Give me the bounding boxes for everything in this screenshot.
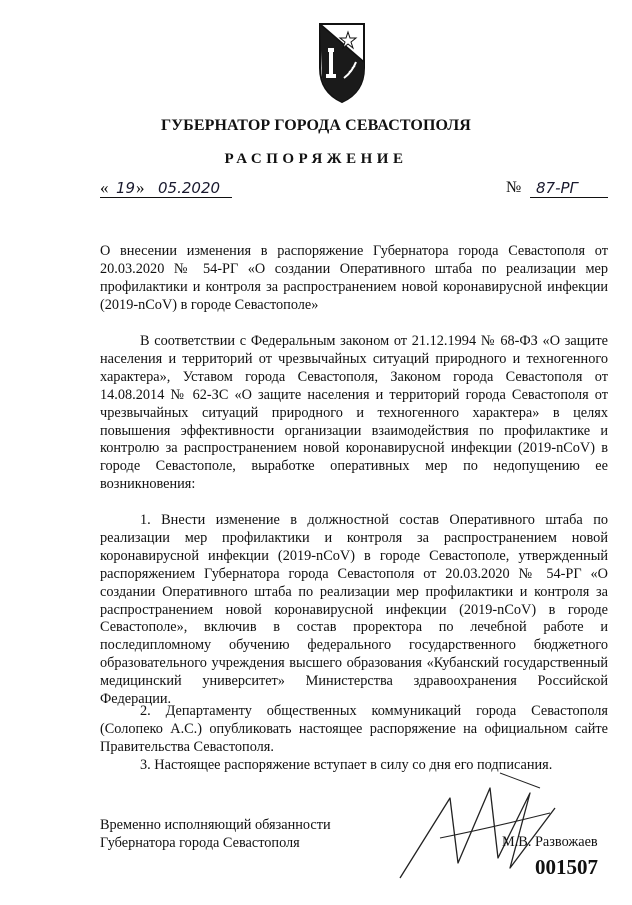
number-sign: № [506, 179, 522, 196]
date-underline [100, 197, 232, 198]
document-type: РАСПОРЯЖЕНИЕ [224, 151, 408, 167]
date-day: 19 [116, 179, 136, 197]
number-underline [530, 197, 608, 198]
item-3: 3. Настоящее распоряжение вступает в силу со дня его подписания. [140, 757, 553, 773]
subject-paragraph: О внесении изменения в распоряжение Губернатора города Севастополя от 20.03.2020 № 54-РГ «О создании Оперативного штаба по реализации мер профилактики и контроля за распространением новой коронавирусной инфекции (2019-nCoV) в городе Севастополе» [100, 243, 608, 313]
position-line-1: Временно исполняющий обязанности [100, 817, 331, 833]
signatory-position [100, 816, 331, 852]
document-number [506, 178, 608, 200]
signatory-name: М.В. Развожаев [502, 834, 598, 850]
position-line-2: Губернатора города Севастополя [100, 835, 300, 851]
issuer-title: ГУБЕРНАТОР ГОРОДА СЕВАСТОПОЛЯ [161, 117, 471, 134]
item-1: 1. Внести изменение в должностной состав Оперативного штаба по реализации мер профилактики и контроля за распространением новой коронавирусной инфекции (2019-nCoV) в городе Севастополе, утвержденный распоряжением Губернатора города Севастополя от 20.03.2020 № 54-РГ «О создании Оперативного штаба по реализации мер профилактики и контроля за распространением новой коронавирусной инфекции (2019-nCoV) в городе Севастополе», включив в состав проректора по лечебной работе и последипломному обучению федерального государственного бюджетного образовательного учреждения высшего образования «Кубанский государственный медицинский университет» Министерства здравоохранения Российской Федерации. [100, 512, 608, 708]
date-quote-open: « [100, 178, 109, 197]
document-serial-number: 001507 [535, 855, 598, 879]
preamble-paragraph: В соответствии с Федеральным законом от 21.12.1994 № 68-ФЗ «О защите населения и территорий от чрезвычайных ситуаций природного и техногенного характера», Уставом города Севастополя, Законом города Севастополя от 14.08.2014 № 62-ЗС «О защите населения и территорий города Севастополя от чрезвычайных ситуаций природного и техногенного характера» в целях повышения эффективности организации взаимодействия по профилактике и контролю за распространением новой коронавирусной инфекции (2019-nCoV) в городе Севастополе, выработке оперативных мер по недопущению ее возникновения: [100, 333, 608, 493]
item-2: 2. Департаменту общественных коммуникаций города Севастополя (Солопеко А.С.) опубликовать настоящее распоряжение на официальном сайте Правительства Севастополя. [100, 703, 608, 755]
sevastopol-coat-of-arms-icon [318, 22, 366, 106]
number-value: 87-РГ [536, 179, 578, 197]
document-date [100, 178, 232, 200]
date-month-year: 05.2020 [158, 179, 221, 197]
date-quote-close: » [136, 178, 145, 197]
